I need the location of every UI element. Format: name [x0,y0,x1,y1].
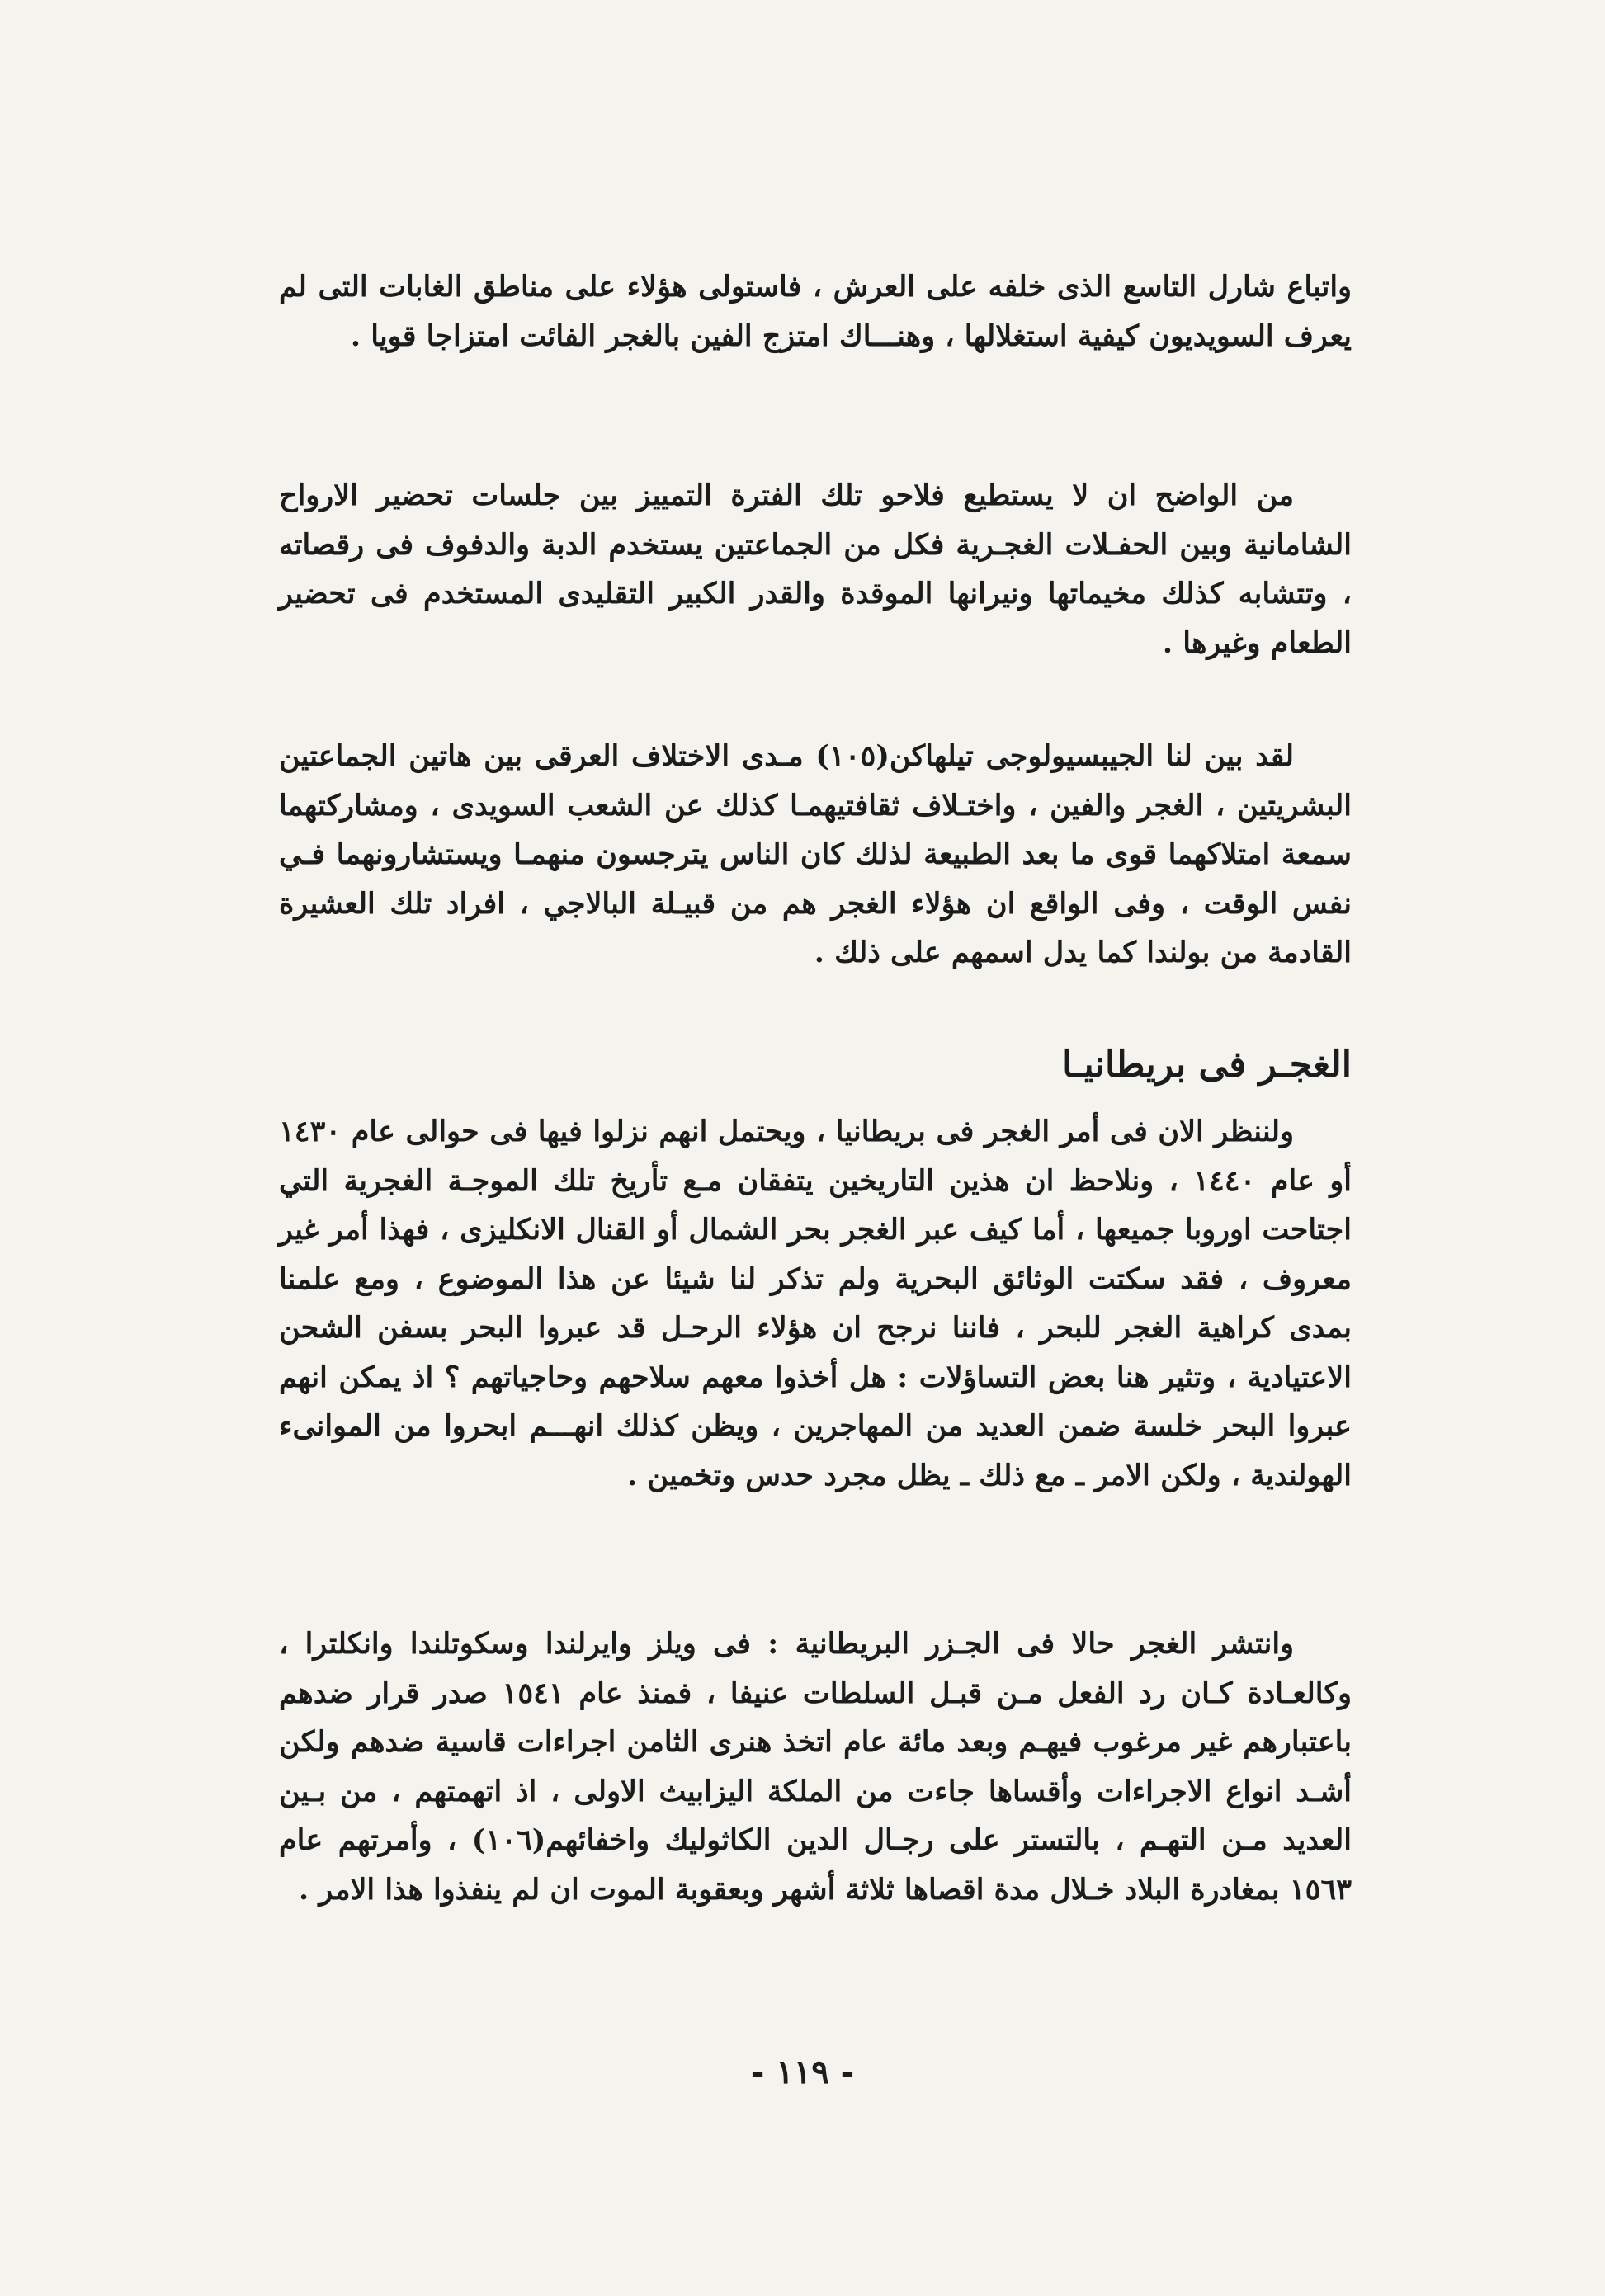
paragraph-1-text: واتباع شارل التاسع الذى خلفه على العرش ، فاستولى هؤلاء على مناطق الغابات التى لم يعرف السويديون كيفية استغلالها ، وهنـــاك امتزج الفين بالغجر الفائت امتزاجا قويا . [279,270,1352,353]
section-heading: الغجـر فى بريطانيـا [1062,1044,1352,1086]
paragraph-4-text: ولننظر الان فى أمر الغجر فى بريطانيا ، ويحتمل انهم نزلوا فيها فى حوالى عام ١٤٣٠ أو عام ١٤٤٠ ، ونلاحظ ان هذين التاريخين يتفقان مـع تأريخ تلك الموجـة الغجرية التي اجتاحت اوروبا جميعها ، أما كيف عبر الغجر بحر الشمال أو القنال الانكليزى ، فهذا أمر غير معروف ، فقد سكتت الوثائق البحرية ولم تذكر لنا شيئا عن هذا الموضوع ، ومع علمنا بمدى كراهية الغجر للبحر ، فاننا نرجح ان هؤلاء الرحـل قد عبروا البحر بسفن الشحن الاعتيادية ، وتثير هنا بعض التساؤلات : هل أخذوا معهم سلاحهم وحاجياتهم ؟ اذ يمكن انهم عبروا البحر خلسة ضمن العديد من المهاجرين ، ويظن كذلك انهـــم ابحروا من الموانىء الهولندية ، ولكن الامر ـ مع ذلك ـ يظل مجرد حدس وتخمين . [279,1115,1352,1492]
paragraph-1 [279,262,1352,361]
paragraph-3 [279,732,1352,978]
paragraph-3-text: لقد بين لنا الجيبسيولوجى تيلهاكن(١٠٥) مـدى الاختلاف العرقى بين هاتين الجماعتين البشريتين ، الغجر والفين ، واختـلاف ثقافتيهمـا كذلك عن الشعب السويدى ، ومشاركتهما سمعة امتلاكهما قوى ما بعد الطبيعة لذلك كان الناس يترجسون منهمـا ويستشارونهما فـي نفس الوقت ، وفى الواقع ان هؤلاء الغجر هم من قبيـلة البالاجي ، افراد تلك العشيرة القادمة من بولندا كما يدل اسمهم على ذلك . [279,739,1352,969]
paragraph-4 [279,1107,1352,1500]
paragraph-5-text: وانتشر الغجر حالا فى الجـزر البريطانية : فى ويلز وايرلندا وسكوتلندا وانكلترا ، وكالعـادة كـان رد الفعل مـن قبـل السلطات عنيفا ، فمنذ عام ١٥٤١ صدر قرار ضدهم باعتبارهم غير مرغوب فيهـم وبعد مائة عام اتخذ هنرى الثامن اجراءات قاسية ضدهم ولكن أشـد انواع الاجراءات وأقساها جاءت من الملكة اليزابيث الاولى ، اذ اتهمتهم ، من بـين العديد مـن التهـم ، بالتستر على رجـال الدين الكاثوليك واخفائهم(١٠٦) ، وأمرتهم عام ١٥٦٣ بمغادرة البلاد خـلال مدة اقصاها ثلاثة أشهر وبعقوبة الموت ان لم ينفذوا هذا الامر . [279,1627,1352,1907]
paragraph-5 [279,1619,1352,1914]
paragraph-2 [279,471,1352,667]
paragraph-2-text: من الواضح ان لا يستطيع فلاحو تلك الفترة التمييز بين جلسات تحضير الارواح الشامانية وبين الحفـلات الغجـرية فكل من الجماعتين يستخدم الدبة والدفوف فى رقصاته ، وتتشابه كذلك مخيماتها ونيرانها الموقدة والقدر الكبير التقليدى المستخدم فى تحضير الطعام وغيرها . [279,479,1352,660]
page-number: - ١١٩ - [750,2053,855,2091]
